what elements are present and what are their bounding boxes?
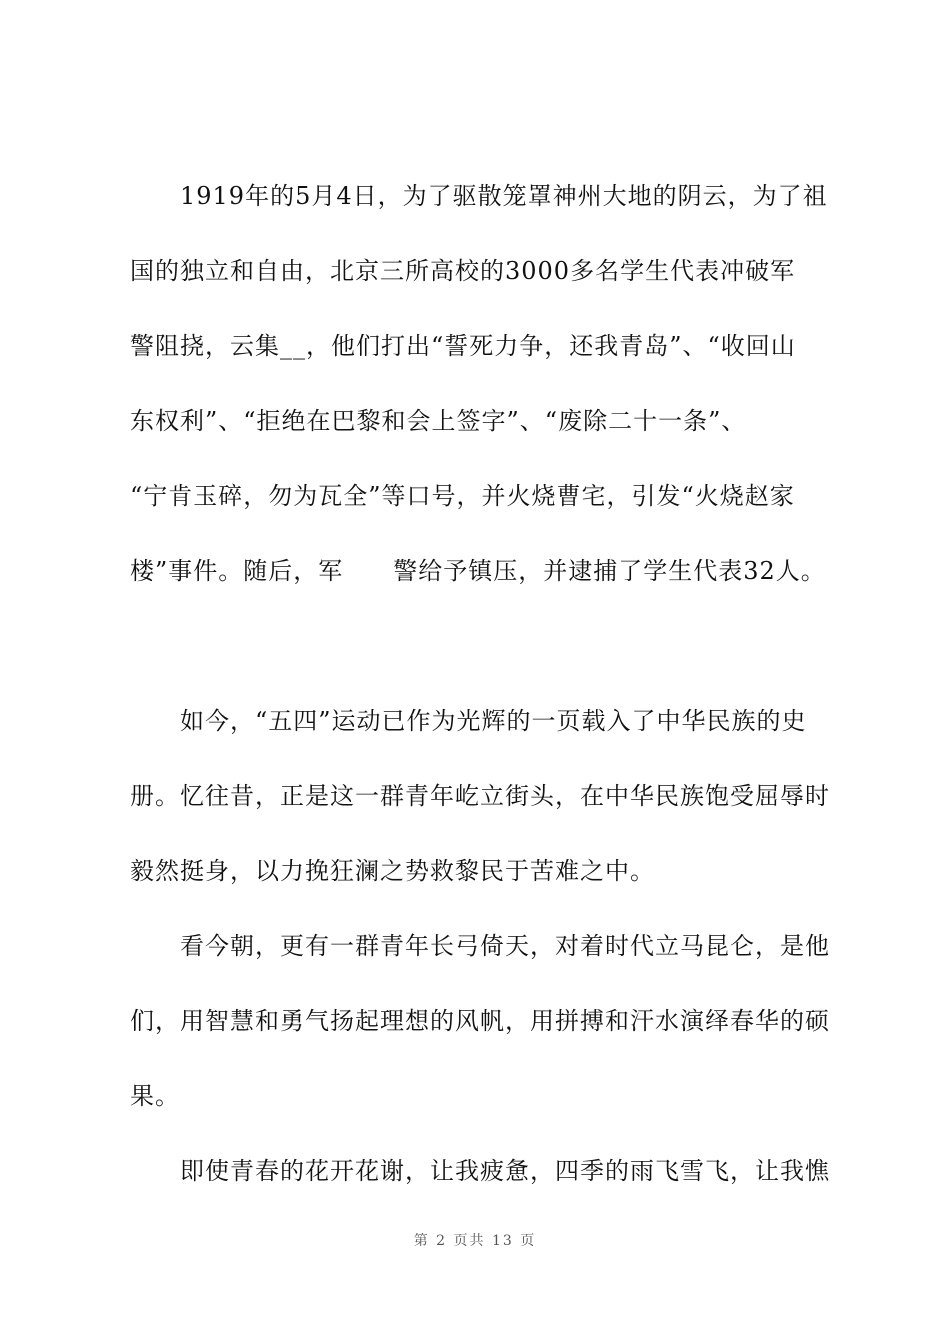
text-line: “宁肯玉碎，勿为瓦全”等口号，并火烧曹宅，引发“火烧赵家 (130, 482, 795, 510)
text-line: 看今朝，更有一群青年长弓倚天，对着时代立马昆仑，是他 (130, 932, 830, 960)
text-line: 东权利”、“拒绝在巴黎和会上签字”、“废除二十一条”、 (130, 407, 747, 435)
text-line: 警阻挠，云集__，他们打出“誓死力争，还我青岛”、“收回山 (130, 332, 796, 360)
text-line: 楼”事件。随后，军 警给予镇压，并逮捕了学生代表32人。 (130, 557, 826, 585)
text-line: 如今，“五四”运动已作为光辉的一页载入了中华民族的史 (130, 707, 807, 735)
text-line: 即使青春的花开花谢，让我疲惫，四季的雨飞雪飞，让我憔 (130, 1157, 830, 1185)
page-footer: 第 2 页共 13 页 (413, 1233, 537, 1249)
text-line: 1919年的5月4日，为了驱散笼罩神州大地的阴云，为了祖 (130, 182, 828, 210)
text-line: 们，用智慧和勇气扬起理想的风帆，用拼搏和汗水演绎春华的硕 (130, 1007, 830, 1035)
text-line: 果。 (130, 1082, 180, 1110)
text-line: 国的独立和自由，北京三所高校的3000多名学生代表冲破军 (130, 257, 796, 285)
text-line: 毅然挺身，以力挽狂澜之势救黎民于苦难之中。 (130, 857, 655, 885)
text-line: 册。忆往昔，正是这一群青年屹立街头，在中华民族饱受屈辱时 (130, 782, 830, 810)
